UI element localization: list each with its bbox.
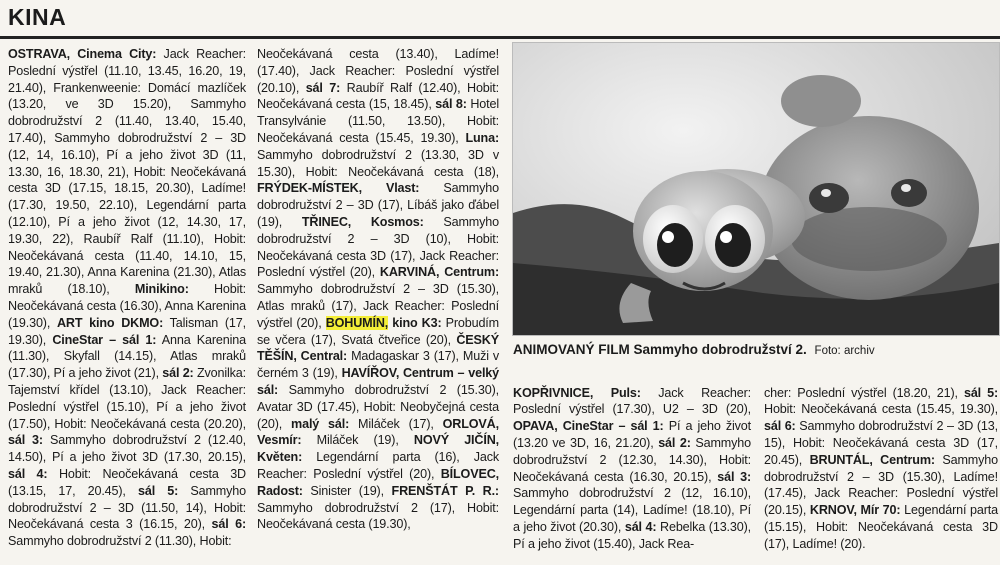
showtimes-text: Sammyho dobrodružství 2 – 3D (13, 15), Hobit: Neočekávaná cesta 3D (17, 20.45),: [764, 419, 998, 467]
venue-label: sál 5:: [963, 385, 998, 400]
showtimes-text: Sammyho dobrodružství 2 – 3D (15.30), Ladíme! (17.45), Jack Reacher: Poslední výstřel (20.15),: [764, 452, 998, 518]
venue-label: TŘINEC, Kosmos:: [301, 214, 424, 229]
caption-title: ANIMOVANÝ FILM Sammyho dobrodružství 2.: [513, 342, 807, 357]
venue-label: sál 7:: [305, 80, 341, 95]
venue-label: BÍLOVEC, Radost:: [257, 466, 499, 498]
venue-label: sál 6:: [764, 419, 796, 434]
showtimes-text: Sammyho dobrodružství 2 (11.30), Hobit:: [8, 534, 232, 549]
showtimes-text: cher: Poslední výstřel (18.20, 21),: [764, 385, 964, 400]
showtimes-text: Sammyho dobrodružství 2 (12.30, 14.30), Hobit: Neočekávaná cesta (16.30, 20.15),: [513, 435, 751, 484]
venue-label: sál 3:: [717, 469, 751, 484]
venue-label: ČESKÝ TĚŠÍN, Central:: [257, 332, 499, 364]
venue-label: KARVINÁ, Centrum:: [379, 265, 499, 280]
showtimes-text: Anna Karenina (11.30), Skyfall (14.15), Atlas mraků (17.30), Pí a jeho život (21),: [8, 332, 246, 381]
showtimes-text: Sammyho dobrodružství 2 – 3D (15.30), Atlas mraků (17), Jack Reacher: Poslední výstřel (20),: [257, 282, 499, 330]
listing-column-1: [8, 46, 246, 550]
venue-label: sál 8:: [435, 97, 467, 112]
listing-column-2: [257, 46, 499, 533]
venue-label: BRUNTÁL, Centrum:: [809, 452, 935, 467]
venue-label: sál 2:: [658, 435, 691, 450]
showtimes-text: Raubíř Ralf (12.40), Hobit: Neočekávaná cesta (15, 18.45),: [257, 80, 500, 112]
venue-label: sál 4:: [8, 466, 48, 481]
venue-label: sál 5:: [137, 483, 179, 498]
showtimes-text: Miláček (19),: [301, 433, 414, 448]
listing-text: [513, 385, 751, 553]
showtimes-text: Zvonilka: Tajemství křídel (13.10), Jack Reacher: Poslední výstřel (15.10), Pí a jeho život (17.50), Hobit: Neočekávaná cesta (20.20),: [8, 366, 246, 431]
showtimes-text: Sammyho dobrodružství 2 – 3D (10), Hobit: Neočekávaná cesta 3D (17), Jack Reacher: Poslední výstřel (20),: [257, 214, 499, 280]
listing-column-4: [764, 372, 998, 565]
venue-label: FRENŠTÁT P. R.:: [391, 483, 499, 498]
showtimes-text: Sammyho dobrodružství 2 (12.40, 14.50), Pí a jeho život 3D (17.30, 20.15),: [8, 433, 246, 465]
showtimes-text: Pí a jeho život (13.20 ve 3D, 16, 21.20),: [513, 419, 751, 450]
venue-label: ART kino DKMO:: [56, 315, 164, 330]
venue-label: NOVÝ JIČÍN, Květen:: [257, 433, 499, 465]
showtimes-text: Hobit: Neočekávaná cesta 3D (13.15, 17, 20.45),: [8, 466, 246, 498]
venue-label: sál 3:: [8, 433, 43, 448]
showtimes-text: Madagaskar 3 (17), Muži v černém 3 (19),: [257, 349, 500, 381]
showtimes-text: Jack Reacher: Poslední výstřel (11.10, 13.45, 16.20, 19, 21.40), Frankenweenie: Domácí mazlíček (13.20, ve 3D 15.20), Sammyho dobrodružství 2 (11.40, 13.40, 15.40, 17.40), Sammyho dobrodružství 2 – 3D (12, 14, 16.10), Pí a jeho život 3D (11, 13.30, 16, 18.30, 21), Hobit: Neočekávaná cesta 3D (17.15, 18.15, 20.30), Ladíme! (17.30, 19.50, 22.10), Legendární parta (12.10), Pí a jeho život (12, 14.30, 17, 19.30, 22), Raubíř Ralf (11.10), Hobit: Neočekávaná cesta (11.40, 14.10, 15, 19.40, 21.30), Anna Karenina (21.30), Atlas mraků (18.10),: [8, 47, 246, 297]
showtimes-text: Sammyho dobrodružství 2 (15.30), Avatar 3D (17.45), Hobit: Neobyčejná cesta (20),: [257, 382, 499, 431]
showtimes-text: Talisman (17, 19.30),: [8, 315, 246, 347]
showtimes-text: Miláček (17),: [349, 416, 443, 431]
showtimes-text: Legendární parta (16), Jack Reacher: Poslední výstřel (20),: [257, 450, 499, 481]
showtimes-text: Sammyho dobrodružství 2 (17), Hobit: Neočekávaná cesta (19.30),: [257, 500, 499, 532]
turtle-illustration: [513, 43, 999, 335]
venue-label: sál 2:: [162, 366, 194, 381]
showtimes-text: Sammyho dobrodružství 2 – 3D (17), Líbáš jako ďábel (19),: [257, 181, 499, 229]
showtimes-text: Rebelka (13.30), Pí a jeho život (15.40), Jack Rea-: [513, 519, 751, 551]
showtimes-text: Hobit: Neočekávaná cesta (15.45, 19.30),: [764, 402, 998, 417]
showtimes-text: Neočekávaná cesta (13.40), Ladíme! (17.40), Jack Reacher: Poslední výstřel (20.10),: [257, 47, 499, 95]
showtimes-text: Probudím se včera (17), Svatá čtveřice (20),: [257, 315, 499, 347]
venue-label: sál 6:: [211, 517, 246, 532]
venue-label: OPAVA, CineStar – sál 1:: [513, 419, 664, 434]
section-header: [0, 0, 1000, 39]
venue-label: CineStar – sál 1:: [52, 332, 157, 347]
listing-text: [257, 46, 499, 533]
listing-text: [8, 46, 246, 550]
photo-credit: Foto: archiv: [814, 345, 875, 357]
showtimes-text: Sammyho dobrodružství 2 (13.30, 3D v 15.30), Hobit: Neočekávaná cesta (18),: [257, 147, 499, 179]
film-still-photo: [512, 42, 1000, 336]
venue-label: FRÝDEK-MÍSTEK, Vlast:: [257, 181, 420, 196]
showtimes-text: Sammyho dobrodružství 2 (12, 16.10), Legendární parta (14), Ladíme! (18.10), Pí a jeho život (20.30),: [513, 486, 751, 534]
venue-label: kino K3:: [388, 315, 442, 330]
venue-label: ORLOVÁ, Vesmír:: [257, 416, 499, 448]
venue-label: HAVÍŘOV, Centrum – velký sál:: [257, 366, 499, 397]
highlighted-venue: BOHUMÍN,: [325, 315, 389, 330]
venue-label: Minikino:: [134, 282, 189, 297]
showtimes-text: Jack Reacher: Poslední výstřel (17.30), U2 – 3D (20),: [513, 385, 751, 417]
showtimes-text: Sammyho dobrodružství 2 – 3D (11.50, 14), Hobit: Neočekávaná cesta 3 (16.15, 20),: [8, 483, 246, 532]
venue-label: KRNOV, Mír 70:: [809, 503, 901, 518]
venue-label: malý sál:: [291, 416, 350, 431]
listing-text: [764, 385, 998, 553]
showtimes-text: Hotel Transylvánie (11.50, 13.50), Hobit: Neočekávaná cesta (15.45, 19.30),: [257, 97, 499, 145]
venue-label: OSTRAVA, Cinema City:: [8, 47, 157, 61]
showtimes-text: Sinister (19),: [302, 483, 392, 498]
venue-label: Luna:: [465, 130, 499, 145]
showtimes-text: Legendární parta (15.15), Hobit: Neočekávaná cesta 3D (17), Ladíme! (20).: [764, 503, 998, 551]
photo-caption: [513, 342, 999, 357]
section-title: KINA: [8, 4, 67, 30]
showtimes-text: Hobit: Neočekávaná cesta (16.30), Anna Karenina (19.30),: [8, 282, 246, 330]
venue-label: sál 4:: [624, 519, 657, 534]
venue-label: KOPŘIVNICE, Puls:: [513, 385, 641, 400]
listing-column-3: [513, 372, 751, 565]
